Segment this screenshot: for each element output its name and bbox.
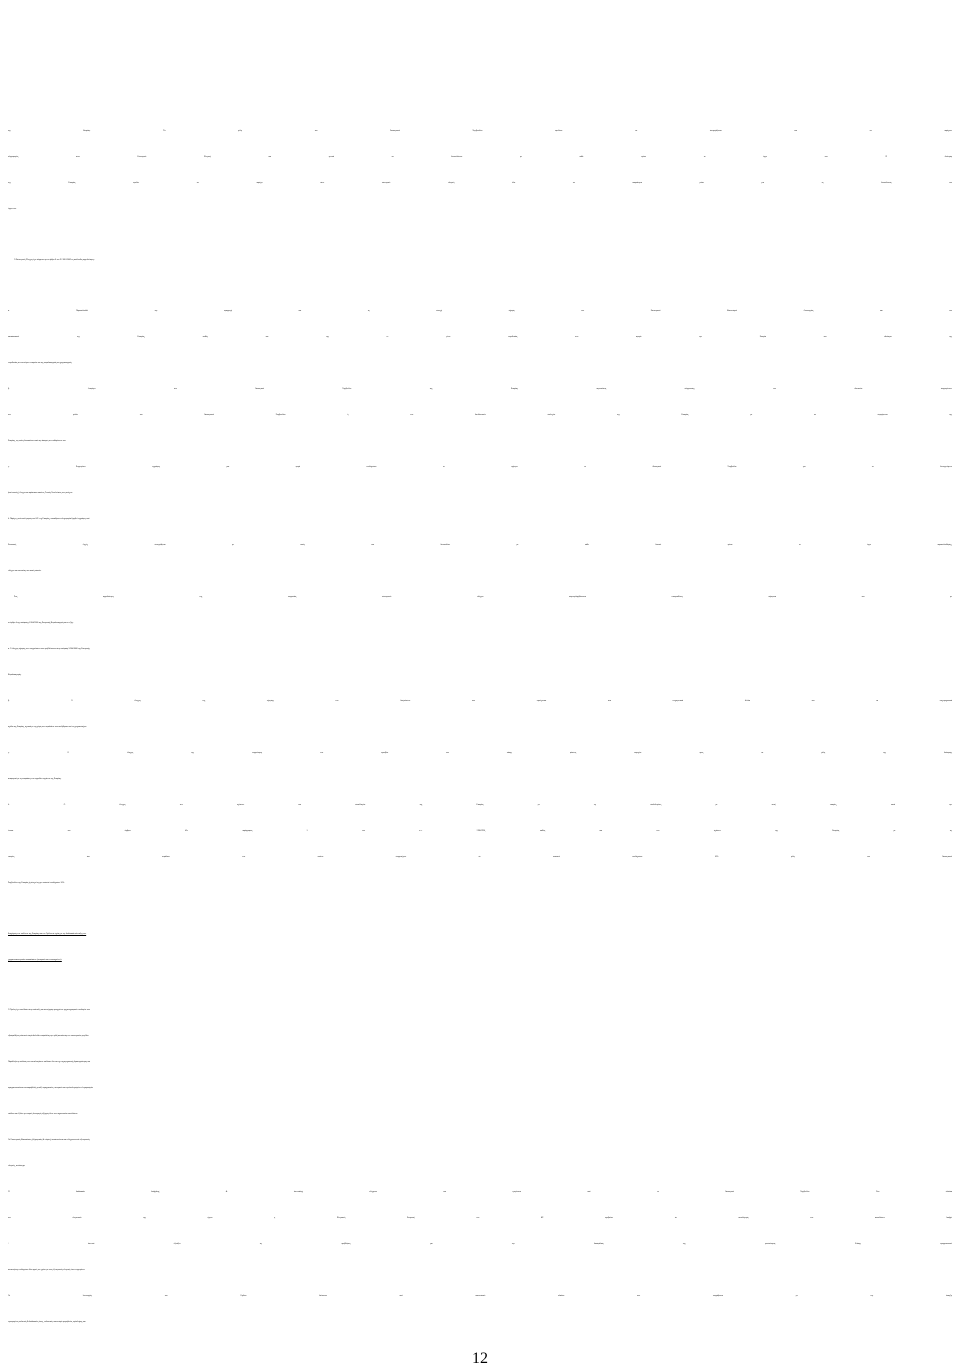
paragraph-line: Εποπτικές Αρχές, συνεργάζεται με αυτές και διευκολύνει με κάθε δυνατό τρόπο το έργο παρακολούθησης, <box>8 544 952 546</box>
additional-duty-d <box>8 792 952 896</box>
risk-paragraph-2 <box>8 1049 952 1127</box>
risk-management-heading <box>8 921 952 973</box>
paragraph-line: εσόδων και εξόδων με επαρκή λεπτομερή εξήγηση όλων των σημαντικών αποκλίσεων. <box>8 1113 78 1115</box>
duties-list <box>8 298 952 896</box>
risk-paragraph-4 <box>8 1179 952 1283</box>
internal-audit-head-continuation <box>8 118 952 222</box>
paragraph-line: α. Ο έλεγχος τήρησης των υποχρεώσεων που προβλέπονται στην απόφαση 5/204/2000 της Επιτροπής <box>8 648 90 650</box>
paragraph-line: το άρθρο 4 της απόφασης 5/204/2000 της Επιτροπής Κεφαλαιαγοράς και οι εξής: <box>8 622 74 624</box>
additional-duties-intro <box>8 584 952 636</box>
additional-duty-c <box>8 740 952 792</box>
paragraph-line: ελεγκτές, αντίστοιχα. <box>8 1165 26 1167</box>
paragraph-line: α. Παρακολουθεί την εφαρμογή και τη συνεχή τήρηση του Εσωτερικού Κανονισμού Λειτουργίας και του <box>8 310 952 312</box>
paragraph-line: Οι λειτουργίες του Ομίλου διέπονται από κανονιστικό πλαίσιο που εκφράζονται με την ύπαρξη <box>8 1295 952 1297</box>
risk-management-body <box>8 997 952 1335</box>
paragraph-line: β. Ο έλεγχος της τήρησης των δεσμεύσεων που περιέχονται στα ενημερωτικά δελτία και τα επιχειρηματικά <box>8 700 952 702</box>
paragraph-line: Ο Όμιλος έχει επενδύσει στην ανάπτυξη και συντήρηση προηγμένων μηχανογραφικών υποδομών που <box>8 1009 90 1011</box>
paragraph-line <box>8 44 952 67</box>
risk-paragraph-1 <box>8 997 952 1049</box>
mixed-line-serif-part: Τα μέλη του Διοικητικού Συμβουλίου οφείλουν να συνεργάζονται και να παρέχουν <box>163 130 952 132</box>
paragraph-line: έργου του. <box>8 208 17 210</box>
paragraph-line: έννοια του άρθρου 42ε παράγραφος 5 του κ.ν. 2190/1920, καθώς και των σχέσεων της Εταιρίας με τις <box>8 830 952 832</box>
heading-line: Διαχείριση των κινδύνων της Εταιρίας και του Ομίλου σε σχέση με την διαδικασία σύνταξης των <box>8 933 87 935</box>
paragraph-line: Κεφαλαιαγοράς. <box>8 674 22 676</box>
paragraph-line: γ. Ενημερώνει εγγράφως μια φορά τουλάχιστον το τρίμηνο το Διοικητικό Συμβούλιο για το διενεργούμενο <box>8 466 952 468</box>
paragraph-line: δ. Παρέχει, μετά από έγκριση του Δ.Σ. της Εταιρίας, οποιαδήποτε πληροφορία ζητηθεί εγγράφως από <box>8 518 90 520</box>
paragraph-line: των μελών του Διοικητικού Συμβουλίου ή των διευθυντικών στελεχών της Εταιρίας με τα συμφέροντα της <box>8 414 952 416</box>
paragraph-line: σχέδια της Εταιρίας, σχετικά με τη χρήση των κεφαλαίων που αντλήθηκαν από το χρηματιστήριο. <box>8 726 87 728</box>
additional-duty-b <box>8 688 952 740</box>
paragraph-line: Ο Εσωτερικός Έλεγχος έχει σύμφωνα με το άρθρο 8 του Ν. 3016/2002 τις ακόλουθες αρμοδιότητες: <box>14 259 95 261</box>
heading-line: χρηματοοικονομικών καταστάσεων (εταιρικών και ενοποιημένων). <box>8 959 62 961</box>
paragraph-line: εγκεκριμένες πολιτικές & διαδικασίες όπως, ενδεικτικά, κανονισμό προμηθειών, πρόσληψης και <box>8 1321 86 1323</box>
paragraph-line: β. Αναφέρει στο Διοικητικό Συμβούλιο της Εταιρίας περιπτώσεις σύγκρουσης των ιδιωτικών συμφερόντων <box>8 388 952 390</box>
risk-paragraph-5 <box>8 1283 952 1335</box>
paragraph-line: καταστατικού της Εταιρίας, καθώς και της εν γένει νομοθεσίας που αφορά την Εταιρία και ιδιαίτερα της <box>8 336 952 338</box>
paragraph-line: / forecast εξετάζει τις προβλέψεις για την διασφάλιση της ρευστότητας. Επίσης πραγματοποιεί <box>8 1243 952 1245</box>
paragraph-line: του ελεγκτικού της έργου η Ελεγκτική Επιτροπή του ΔΣ προβαίνει σε αιτιολόγηση των αποκλίσεων budget <box>8 1217 952 1219</box>
paragraph-line: (από αυτούς), έλεγχο και παρίσταται κατά τις Γενικές Συνελεύσεις των μετόχων. <box>8 492 73 494</box>
duty-item-a <box>8 298 952 376</box>
risk-paragraph-3 <box>8 1127 952 1179</box>
paragraph-line: αναφορικά με τις αποφάσεις των αρμοδίων οργάνων της Εταιρίας. <box>8 778 62 780</box>
paragraph-line <box>8 0 952 20</box>
mixed-line-sans-part: της Εταιρίας. <box>8 130 91 132</box>
article-8-intro <box>8 247 952 273</box>
paragraph-line: Εταιρίας, τις οποίες διαπιστώνει κατά την άσκηση των καθηκόντων του. <box>8 440 67 442</box>
duty-item-d <box>8 506 952 584</box>
paragraph-line: Συμβουλίου της Εταιρίας ή μέτοχοί της με ποσοστό τουλάχιστον 10%. <box>8 882 65 884</box>
paragraph-line: συναντήσεις τουλάχιστον δύο φορές τον χρόνο με τους εξωτερικούς ελεγκτές όπου ενημερώνει. <box>8 1269 86 1271</box>
paragraph-line: Στις αρμοδιότητες της υπηρεσίας εσωτερικού ελέγχου συμπεριλαμβάνονται επιπροσθέτως σύμφωνα και με <box>14 596 952 598</box>
paragraph-line <box>8 67 952 90</box>
paragraph-line: εξασφαλίζουν μέσα από σειρά δικλείδων ασφαλείας την ορθή απεικόνιση των οικονομικών μεγεθών. <box>8 1035 90 1037</box>
paragraph-line <box>8 20 952 43</box>
duty-item-c <box>8 454 952 506</box>
paragraph-line: της Εταιρίας οφείλει να παρέχει στον εσωτερικό ελεγκτή όλα τα απαραίτητα μέσα για τη διευκόλυνση του <box>8 182 952 184</box>
paragraph-line <box>8 91 952 114</box>
paragraph-line: Η διαδικασία budgeting & forecasting ελέγχεται και εγκρίνεται από το Διοικητικό Συμβούλιο. Στα πλαίσια <box>8 1191 952 1193</box>
additional-duty-a <box>8 636 952 688</box>
paragraph-line: δ. Ο έλεγχος των σχέσεων και συναλλαγών της Εταιρίας με τις συνδεδεμένες με αυτή εταιρίες, κατά την <box>8 804 952 806</box>
paragraph-line: εταιρίες στο κεφάλαιο των οποίων συμμετέχουν σε ποσοστό τουλάχιστον 10% μέλη του Διοικητικού <box>8 856 952 858</box>
duty-item-b <box>8 376 952 454</box>
paragraph-line: Οι Οικονομικές Καταστάσεις (εξαμηνιαίες & ετήσιες) επισκοπούνται και ελέγχονται από εξωτερικούς <box>8 1139 90 1141</box>
paragraph-line <box>8 118 952 144</box>
paragraph-line: πληροφορίες στον Εσωτερικό Ελεγκτή και γενικά να διευκολύνουν με κάθε τρόπο το έργο του. Η διοίκηση <box>8 156 952 158</box>
paragraph-line: νομοθεσίας των ανωνύμων εταιριών και της κεφαλαιαγοράς και χρηματαγοράς. <box>8 362 72 364</box>
paragraph-line: Παράλληλα η ανάλυση των αποτελεσμάτων καλύπτει όλα τα της επιχειρηματικής δραστηριότητας και <box>8 1061 91 1063</box>
internal-audit-head-paragraph <box>8 0 952 114</box>
paragraph-line: ελέγχου και εποπτείας που αυτές ασκούν. <box>8 570 42 572</box>
page-number: 12 <box>472 1350 488 1367</box>
paragraph-line: πραγματοποιούνται αντιπαραβολές μεταξύ πραγματικών, ιστορικών και προϋπολογισμένων λογαριασμών <box>8 1087 94 1089</box>
paragraph-line: γ. Ο έλεγχος της νομιμότητας των αμοιβών και πάσης φύσεως παροχών προς τα μέλη της διοίκησης <box>8 752 952 754</box>
